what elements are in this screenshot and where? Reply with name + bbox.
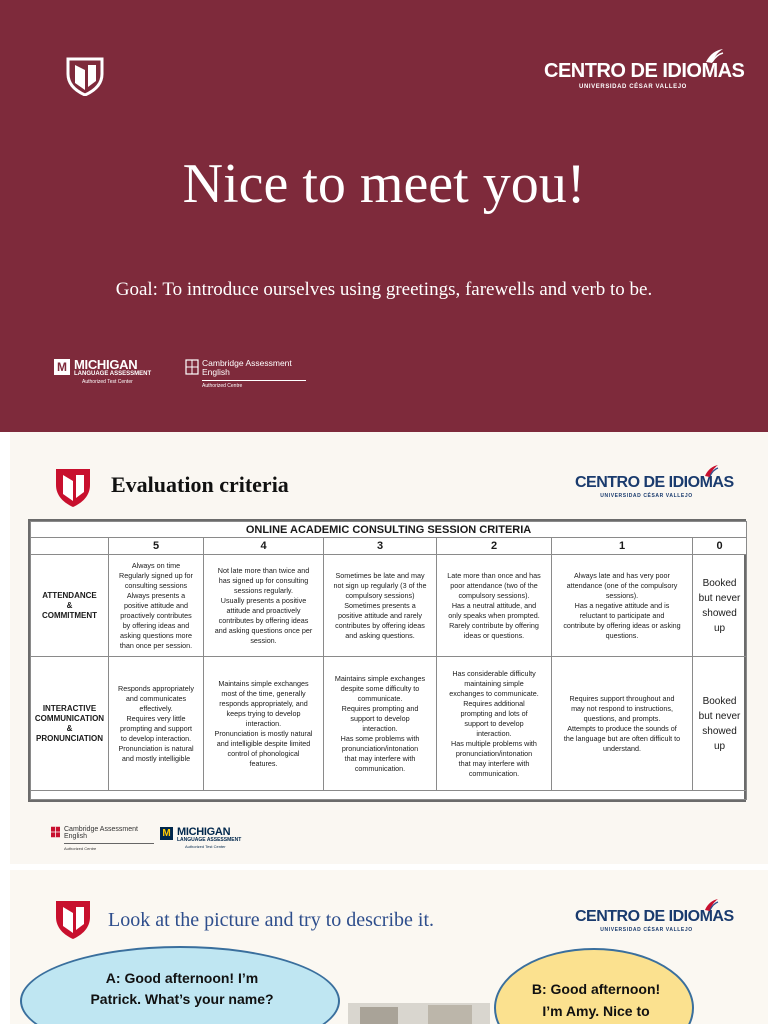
rubric-cell-line: interaction.: [245, 718, 282, 728]
rubric-header: 5: [109, 538, 204, 554]
bubble-b-line: I’m Amy. Nice to: [542, 1003, 650, 1019]
title-slide: [0, 0, 768, 432]
wing-icon: [703, 464, 719, 478]
goal-text: Goal: To introduce ourselves using greetings, farewells and verb to be.: [115, 279, 653, 300]
michigan-name: MICHIGAN: [177, 826, 231, 838]
rubric-cell-line: most of the time, generally: [221, 688, 306, 698]
rubric-cell-line: features.: [249, 758, 278, 768]
rubric-header: 4: [204, 538, 324, 554]
rubric-cell-line: Usually presents a positive: [220, 595, 307, 605]
rubric-cell: [109, 657, 204, 790]
rubric-cell-line: poor attendance (two of the: [450, 580, 538, 590]
rubric-cell-line: not sign up regularly (3 of the: [333, 580, 427, 590]
rubric-cell-line: Has considerable difficulty: [452, 668, 536, 678]
rubric-cell-line: and mostly intelligible: [121, 753, 191, 763]
rubric-cell-line: asking questions more: [120, 630, 192, 640]
cambridge-name-2: English: [202, 367, 230, 377]
rubric-caption: ONLINE ACADEMIC CONSULTING SESSION CRITERIA: [31, 522, 747, 538]
rubric-cell-line: compulsory sessions): [345, 590, 415, 600]
rubric-cell-line: Always presents a: [126, 590, 186, 600]
rubric-cell-line: positive attitude and: [124, 600, 188, 610]
speech-bubble-b: [494, 948, 694, 1024]
rubric-cell-line: support to develop: [350, 713, 410, 723]
rubric-cell: [693, 554, 747, 657]
rubric-cell-line: interaction.: [476, 728, 512, 738]
rubric-cell: [693, 657, 747, 790]
rubric-cell-line: to develop interaction.: [120, 733, 192, 743]
rubric-header: 3: [324, 538, 437, 554]
michigan-center: Authorized Test Center: [82, 379, 133, 385]
person-figure: [360, 1007, 398, 1024]
rubric-cell-line: reluctant to participate and: [579, 610, 665, 620]
brand-name: CENTRO DE IDIOMAS: [544, 60, 745, 82]
picture: [348, 1003, 490, 1024]
rubric-cell-line: but never: [698, 710, 741, 722]
michigan-name: MICHIGAN: [74, 357, 138, 372]
rubric-cell: [204, 657, 324, 790]
rubric-cell-line: questions, and prompts.: [583, 713, 661, 723]
rubric-cell-line: Booked: [702, 577, 737, 589]
rubric-row-label-line: &: [66, 723, 73, 733]
rubric-cell-line: up: [713, 622, 726, 634]
rubric-cell-line: Pronunciation is natural: [118, 743, 194, 753]
divider: [64, 843, 154, 844]
centro-de-idiomas-logo: [575, 474, 734, 499]
rubric-cell-line: and communicates: [125, 693, 187, 703]
rubric-row-label-line: ATTENDANCE: [42, 590, 97, 600]
rubric-cell-line: Sometimes be late and may: [335, 570, 425, 580]
rubric-cell-line: attendance (one of the compulsory: [566, 580, 678, 590]
rubric-cell-line: Attempts to produce the sounds of: [567, 723, 677, 733]
rubric-cell-line: Always late and has very poor: [574, 570, 670, 580]
rubric-cell-line: Rarely contribute by offering: [449, 620, 539, 630]
rubric-cell-line: Requires very little: [126, 713, 186, 723]
rubric-cell-line: that may interfere with: [344, 753, 416, 763]
michigan-sub: LANGUAGE ASSESSMENT: [74, 371, 152, 377]
michigan-logo: [160, 827, 241, 849]
dialogue-slide: [10, 870, 768, 1024]
spacer: [31, 790, 747, 799]
rubric-cell-line: Maintains simple exchanges: [334, 673, 426, 683]
rubric-row-label-line: &: [66, 600, 73, 610]
rubric-cell-line: that may interfere with: [458, 758, 530, 768]
bubble-b-line: B: Good afternoon!: [531, 981, 661, 997]
evaluation-slide: [10, 432, 768, 864]
cambridge-centre: Authorized Centre: [64, 846, 97, 851]
rubric-cell-line: contribute by offering ideas or asking: [563, 620, 681, 630]
rubric-cell-line: but never: [698, 592, 741, 604]
rubric-cell-line: sessions regularly.: [234, 585, 293, 595]
rubric-cell-line: despite some difficulty to: [340, 683, 420, 693]
rubric-cell-line: pronunciation/intonation: [341, 743, 419, 753]
rubric-cell-line: exchanges to communicate.: [449, 688, 539, 698]
rubric-cell-line: attitude and proactively: [226, 605, 301, 615]
rubric-cell-line: Late more than once and has: [447, 570, 541, 580]
rubric-cell-line: and asking questions.: [345, 630, 415, 640]
rubric-row-label-line: PRONUNCIATION: [36, 733, 103, 743]
rubric-cell-line: Requires additional: [463, 698, 525, 708]
cambridge-crest-icon: [185, 359, 199, 375]
rubric-cell-line: Sometimes presents a: [344, 600, 416, 610]
cambridge-logo: [185, 359, 306, 389]
rubric-row-label: [31, 554, 109, 657]
rubric-cell: [324, 657, 437, 790]
rubric-cell-line: sessions).: [605, 590, 639, 600]
rubric-cell-line: interaction.: [362, 723, 398, 733]
rubric-cell-line: Has a negative attitude and is: [574, 600, 670, 610]
speech-bubble-a: [20, 946, 340, 1024]
brand-name: CENTRO DE IDIOMAS: [575, 474, 734, 491]
brand-sub: UNIVERSIDAD CÉSAR VALLEJO: [600, 493, 693, 499]
rubric-cell-line: communication.: [468, 768, 520, 778]
cambridge-name-2: English: [64, 833, 87, 840]
rubric-cell-line: by offering ideas and: [122, 620, 190, 630]
rubric-cell-line: Has a neutral attitude, and: [451, 600, 537, 610]
rubric-cell: [324, 554, 437, 657]
rubric-cell-line: Always on time: [131, 560, 181, 570]
rubric-cell-line: understand.: [603, 743, 641, 753]
rubric-cell-line: Pronunciation is mostly natural: [214, 728, 313, 738]
bubble-a-line: Patrick. What’s your name?: [90, 991, 274, 1007]
rubric-cell-line: the language but are often difficult to: [563, 733, 681, 743]
rubric-cell-line: control of phonological: [227, 748, 300, 758]
wing-icon: [704, 48, 724, 64]
rubric-cell-line: showed: [702, 725, 737, 737]
slide-title: Nice to meet you!: [182, 153, 586, 215]
rubric-cell-line: compulsory sessions).: [458, 590, 530, 600]
rubric-cell-line: proactively contributes: [120, 610, 192, 620]
brand-sub: UNIVERSIDAD CÉSAR VALLEJO: [600, 927, 693, 933]
person-figure: [428, 1005, 472, 1024]
rubric-row-label-line: INTERACTIVE: [42, 703, 97, 713]
divider: [202, 380, 306, 381]
cambridge-name-1: Cambridge Assessment: [202, 358, 292, 368]
michigan-center: Authorized Test Center: [185, 844, 226, 849]
rubric-cell-line: positive attitude and rarely: [338, 610, 422, 620]
michigan-m-icon: M: [160, 827, 173, 840]
rubric-cell-line: showed: [702, 607, 737, 619]
rubric-cell-line: ideas or questions.: [463, 630, 525, 640]
rubric-cell-line: session.: [250, 635, 277, 645]
rubric-cell-line: and intelligible despite limited: [216, 738, 311, 748]
centro-de-idiomas-logo: [575, 908, 734, 933]
rubric-cell: [437, 554, 552, 657]
wing-icon: [703, 898, 719, 912]
rubric-cell-line: has signed up for consulting: [218, 575, 309, 585]
rubric-cell: [552, 657, 693, 790]
rubric-header: 2: [437, 538, 552, 554]
rubric-cell-line: questions.: [605, 630, 639, 640]
slide-title: Evaluation criteria: [111, 472, 289, 497]
rubric-cell-line: communication.: [354, 763, 406, 773]
rubric-cell: [204, 554, 324, 657]
michigan-logo: [54, 359, 151, 386]
slide-title: Look at the picture and try to describe it.: [108, 909, 435, 931]
cambridge-crest-icon: [50, 826, 61, 838]
rubric-row-label: [31, 657, 109, 790]
rubric-cell-line: pronunciation/intonation: [455, 748, 533, 758]
rubric-cell-line: Responds appropriately: [118, 683, 194, 693]
rubric-cell-line: responds appropriately, and: [219, 698, 308, 708]
rubric-header: 0: [693, 538, 747, 554]
ucv-shield-icon: [66, 56, 104, 96]
rubric-cell-line: prompting and support: [120, 723, 192, 733]
rubric-cell-line: contributes by offering ideas: [218, 615, 309, 625]
rubric-cell-line: maintaining simple: [464, 678, 524, 688]
cambridge-name-1: Cambridge Assessment: [64, 826, 138, 833]
rubric-cell: [109, 554, 204, 657]
rubric-cell-line: and asking questions once per: [214, 625, 313, 635]
rubric-cell-line: may not respond to instructions,: [571, 703, 673, 713]
rubric-row-label-line: COMMITMENT: [41, 610, 98, 620]
rubric-cell-line: Regularly signed up for: [119, 570, 193, 580]
rubric-header: [31, 538, 109, 554]
rubric-cell-line: support to develop: [464, 718, 524, 728]
rubric-cell-line: consulting sessions: [124, 580, 188, 590]
rubric-row-label-line: COMMUNICATION: [34, 713, 105, 723]
michigan-sub: LANGUAGE ASSESSMENT: [177, 837, 242, 843]
rubric-cell-line: keeps trying to develop: [226, 708, 301, 718]
rubric-cell-line: communicate.: [357, 693, 403, 703]
rubric-cell-line: Not late more than twice and: [217, 565, 310, 575]
rubric-cell-line: up: [713, 740, 726, 752]
cambridge-logo: [50, 826, 154, 852]
rubric-cell-line: only speaks when prompted.: [448, 610, 540, 620]
rubric-cell-line: prompting and lots of: [460, 708, 528, 718]
rubric-cell-line: Maintains simple exchanges: [218, 678, 309, 688]
rubric-cell-line: Booked: [702, 695, 737, 707]
cambridge-centre: Authorized Centre: [202, 383, 243, 389]
rubric-cell: [552, 554, 693, 657]
rubric-cell-line: than once per session.: [119, 640, 193, 650]
rubric-header: 1: [552, 538, 693, 554]
rubric-table: [28, 519, 746, 802]
rubric-cell-line: effectively.: [139, 703, 173, 713]
brand-name: CENTRO DE IDIOMAS: [575, 908, 734, 925]
rubric-cell-line: Requires prompting and: [341, 703, 419, 713]
michigan-m-icon: M: [54, 359, 70, 375]
rubric-cell: [437, 657, 552, 790]
bubble-a-line: A: Good afternoon! I’m: [105, 970, 259, 986]
ucv-shield-icon: [54, 898, 92, 940]
rubric-cell-line: Requires support throughout and: [569, 693, 675, 703]
rubric-cell-line: Has some problems with: [340, 733, 420, 743]
rubric-cell-line: contributes by offering ideas: [335, 620, 425, 630]
rubric-cell-line: Has multiple problems with: [451, 738, 537, 748]
brand-sub: UNIVERSIDAD CÉSAR VALLEJO: [579, 84, 687, 90]
ucv-shield-icon: [54, 466, 92, 508]
centro-de-idiomas-logo: [544, 60, 745, 90]
